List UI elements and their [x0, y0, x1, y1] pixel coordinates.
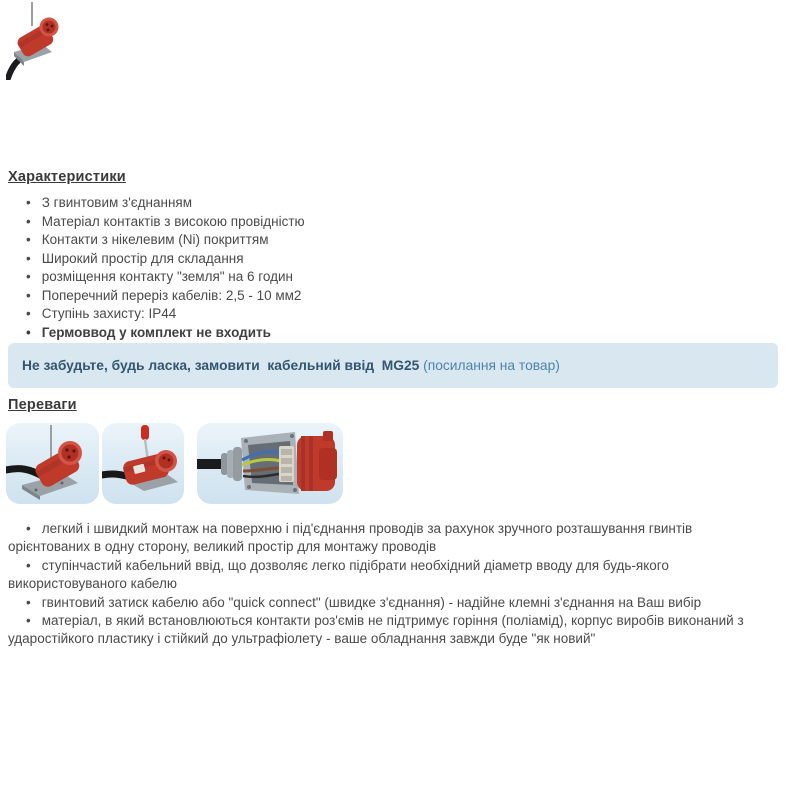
list-item: • матеріал, в який встановлюються контакти роз'ємів не підтримує горіння (поліамід), корпус виробів виконаний з ударостійкого пластику і стійкий до ультрафіолету - ваше обладнання завжди буде "як новий": [8, 612, 768, 649]
red-cee-plug-illustration: [6, 2, 62, 80]
pin-hole: [65, 448, 68, 451]
pin-hole: [51, 25, 54, 28]
notice-banner: [8, 343, 778, 388]
product-photo-red-cee-plug: [6, 2, 62, 80]
pin-hole: [163, 457, 166, 460]
list-item: • Контакти з нікелевим (Ni) покриттям: [8, 231, 648, 250]
cable-gland-ring: [233, 447, 242, 481]
list-item-gland-not-included: • Гермоввод у комплект не входить: [8, 324, 648, 343]
rear-latch: [323, 431, 333, 441]
screw: [61, 482, 64, 485]
screw: [290, 434, 294, 438]
rear-flange: [319, 448, 337, 480]
pin-hole: [67, 455, 70, 458]
terminal-clamp: [281, 449, 292, 455]
connector-face-inner: [43, 21, 56, 34]
opened-connector-illustration: [197, 423, 343, 504]
advantage-photos-row: [6, 423, 343, 504]
characteristics-list: [8, 194, 648, 342]
list-item: • З гвинтовим з'єднанням: [8, 194, 648, 213]
cable-gland-ring: [227, 450, 234, 478]
screw: [247, 485, 251, 489]
terminal-screwdriver-illustration: [102, 423, 184, 504]
rear-housing-rib: [301, 436, 305, 491]
connector-face-inner: [62, 445, 79, 462]
list-item: • ступінчастий кабельний ввід, що дозволяє легко підібрати необхідний діаметр вводу для будь-якого використовуваного кабелю: [8, 557, 768, 594]
pin-hole: [47, 29, 50, 32]
cable-gland-ring: [221, 453, 228, 475]
pin-hole: [168, 459, 171, 462]
rear-housing-rib: [309, 436, 313, 491]
screw: [293, 488, 297, 492]
connector-face-inner: [159, 454, 174, 469]
list-item: • Матеріал контактів з високою провідністю: [8, 213, 648, 232]
terminal-clamp: [281, 476, 292, 481]
pin-hole: [72, 449, 75, 452]
advantage-photo-screw-terminal: [102, 423, 184, 504]
list-item: • Поперечний переріз кабелів: 2,5 - 10 мм2: [8, 287, 648, 306]
advantages-heading: Переваги: [8, 397, 77, 413]
characteristics-heading: Характеристики: [8, 169, 126, 185]
list-item: • Широкий простір для складання: [8, 250, 648, 269]
list-item: • легкий і швидкий монтаж на поверхню і під'єднання проводів за рахунок зручного розташування гвинтів орієнтованих в одну сторону, великий простір для монтажу проводів: [8, 520, 768, 557]
terminal-clamp: [281, 467, 292, 473]
list-item: • розміщення контакту "земля" на 6 годин: [8, 268, 648, 287]
pin-hole: [46, 23, 49, 26]
list-item: • Ступінь захисту: IP44: [8, 305, 648, 324]
screw: [35, 489, 38, 492]
terminal-clamp: [281, 458, 292, 464]
advantage-photo-opened-wiring: [197, 423, 343, 504]
advantages-list: [8, 520, 768, 649]
notice-text: Не забудьте, будь ласка, замовити кабельний ввід MG25: [22, 358, 420, 373]
advantage-photo-mounting: [6, 423, 99, 504]
screwdriver-handle: [141, 425, 149, 440]
product-link[interactable]: (посилання на товар): [419, 358, 560, 373]
list-item: • гвинтовий затиск кабелю або "quick connect" (швидке з'єднання) - надійне клемні з'єднання на Ваш вибір: [8, 594, 768, 612]
screw: [244, 439, 248, 443]
connector-mounting-illustration: [6, 423, 99, 504]
